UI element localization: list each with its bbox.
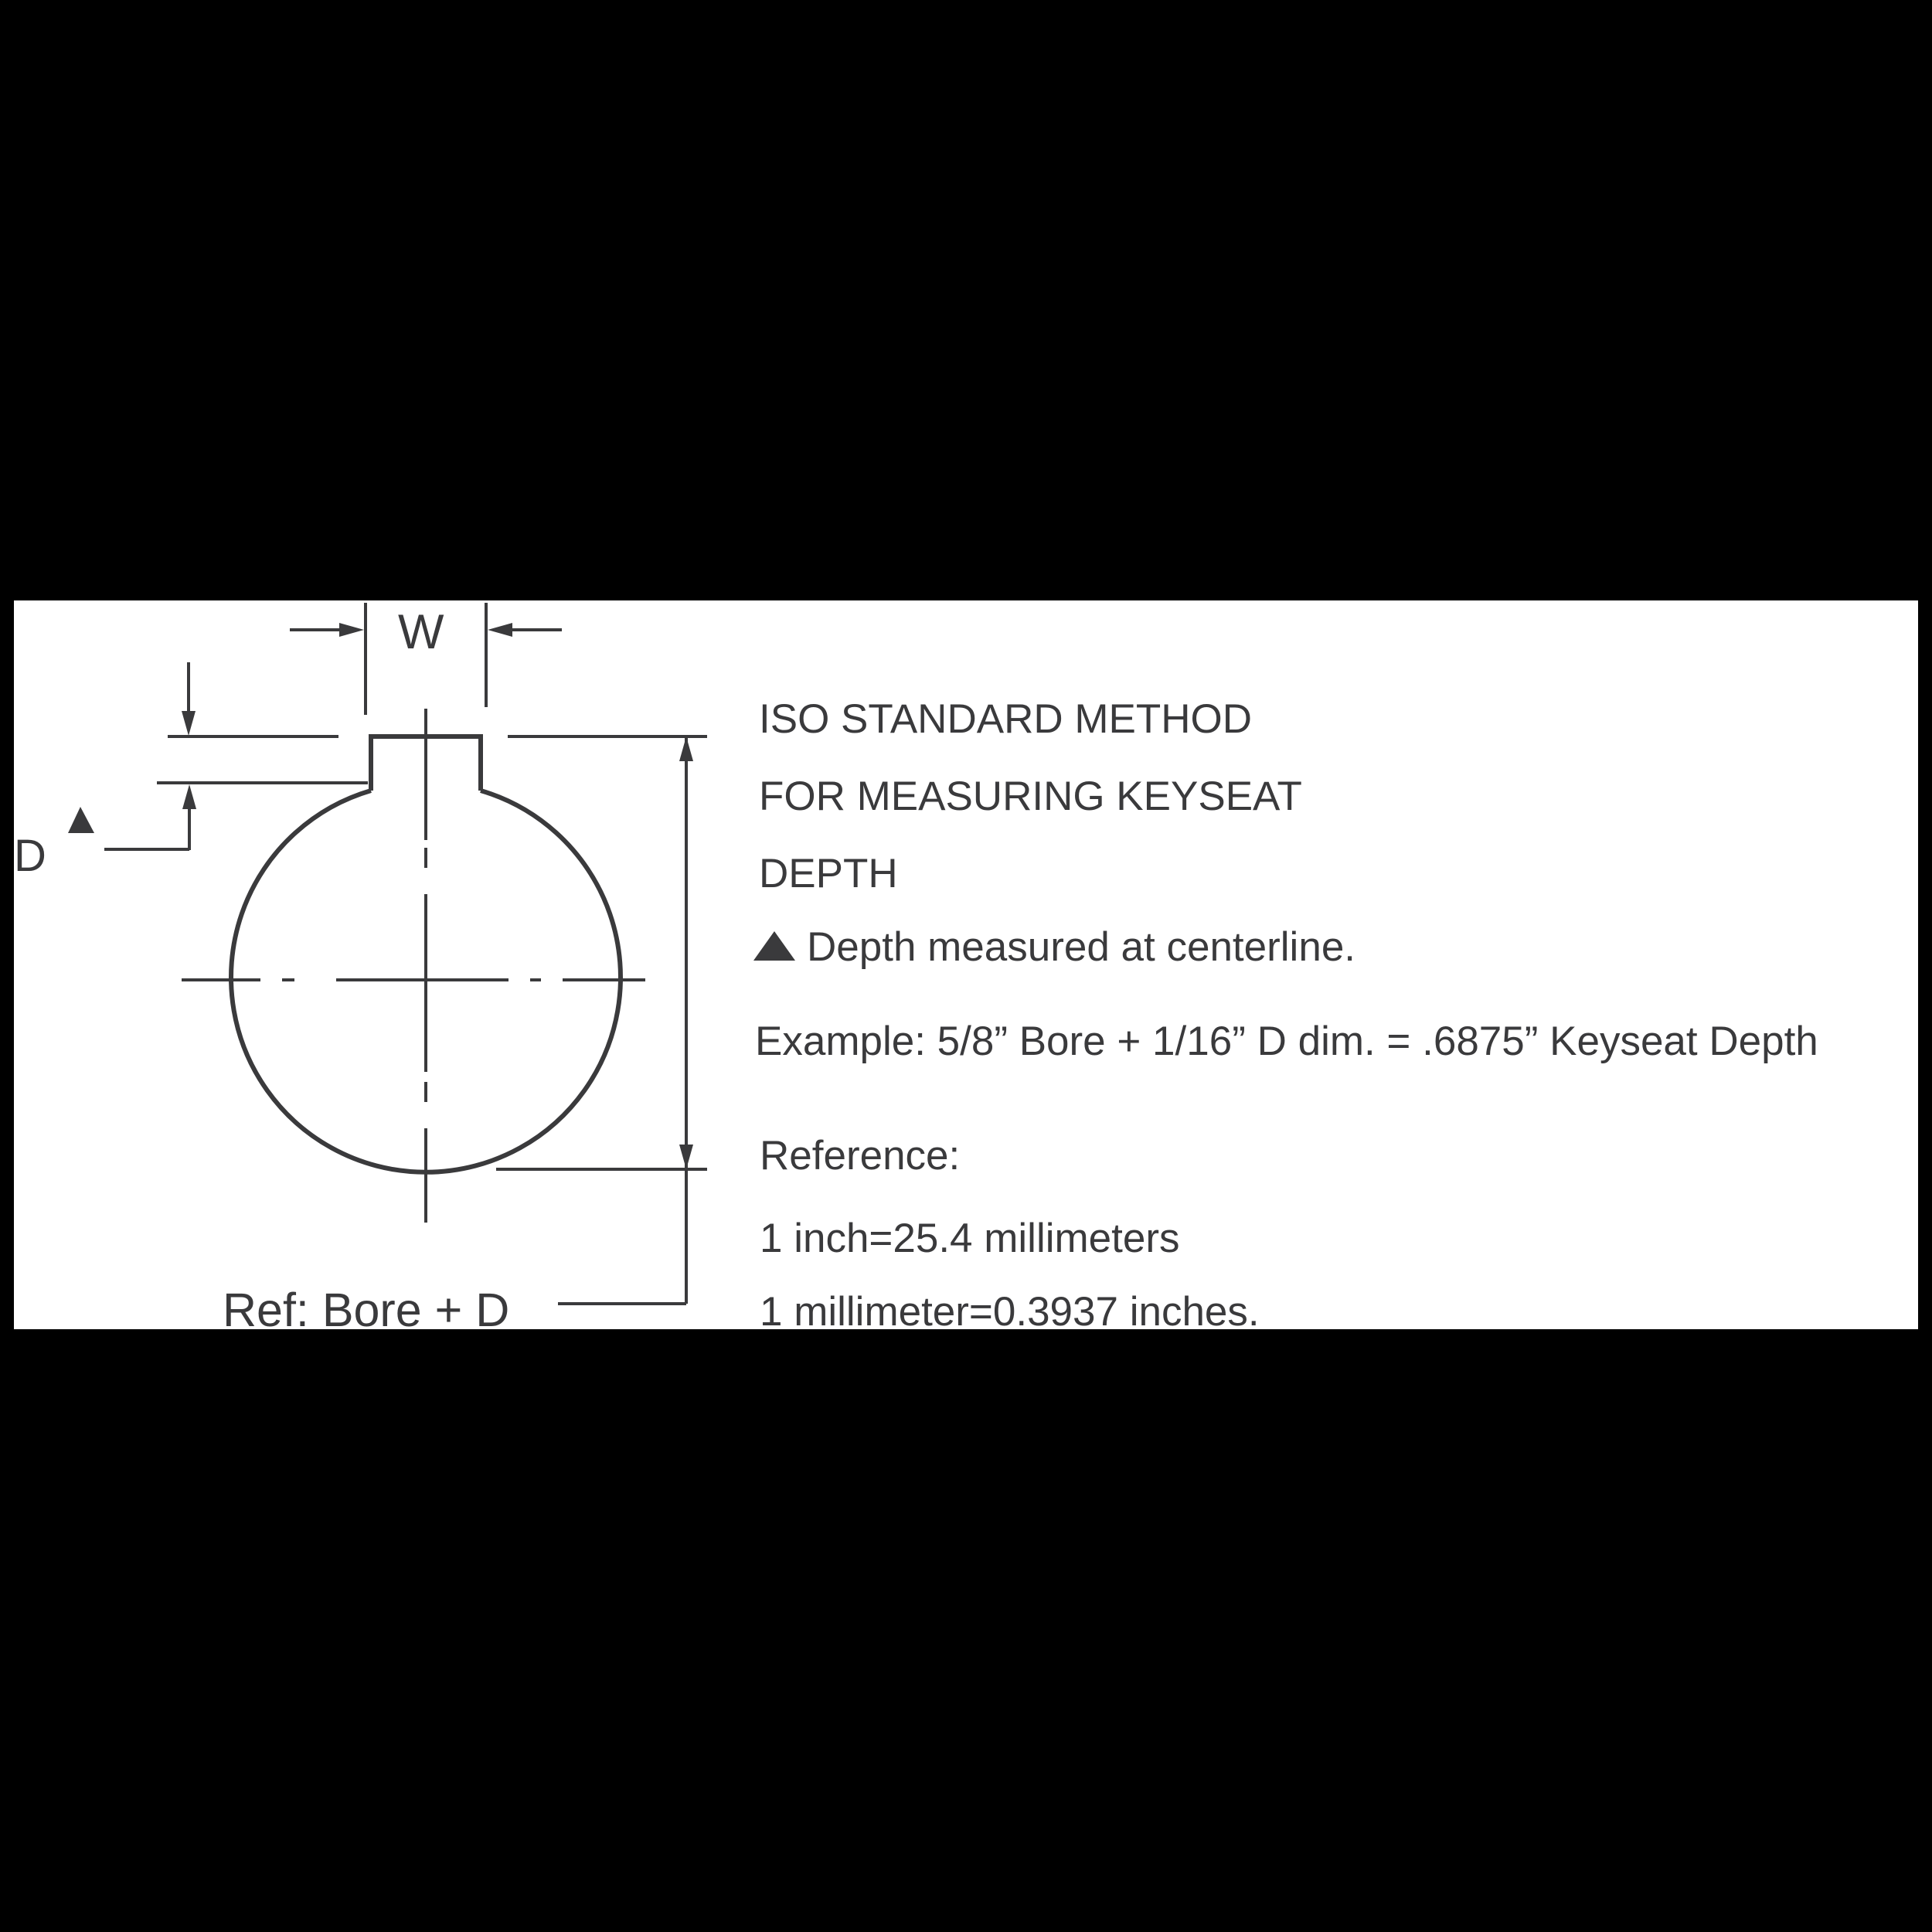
reference-mm-line: 1 millimeter=0.3937 inches. bbox=[760, 1289, 1260, 1335]
d-arrowhead-up bbox=[182, 784, 196, 809]
d-triangle-marker-icon bbox=[68, 807, 94, 833]
depth-dimension-label: D bbox=[14, 831, 46, 881]
centerline-note bbox=[753, 924, 1356, 970]
d-arrowhead-down bbox=[182, 711, 196, 736]
bore-arrowhead-down bbox=[679, 1145, 693, 1169]
w-arrowhead-left bbox=[339, 623, 364, 637]
triangle-marker-icon bbox=[753, 931, 795, 961]
bore-arrowhead-up bbox=[679, 736, 693, 761]
centerline-note-text: Depth measured at centerline. bbox=[807, 924, 1356, 970]
ref-bore-label: Ref: Bore + D bbox=[223, 1284, 510, 1336]
example-line: Example: 5/8” Bore + 1/16” D dim. = .6875” Keyseat Depth bbox=[755, 1019, 1818, 1064]
w-arrowhead-right bbox=[488, 623, 512, 637]
title-line-1: ISO STANDARD METHOD bbox=[759, 696, 1252, 742]
reference-heading: Reference: bbox=[760, 1133, 961, 1179]
reference-inch-line: 1 inch=25.4 millimeters bbox=[760, 1216, 1180, 1261]
title-line-2: FOR MEASURING KEYSEAT bbox=[759, 774, 1302, 819]
width-dimension-label: W bbox=[398, 605, 444, 659]
title-line-3: DEPTH bbox=[759, 851, 898, 896]
